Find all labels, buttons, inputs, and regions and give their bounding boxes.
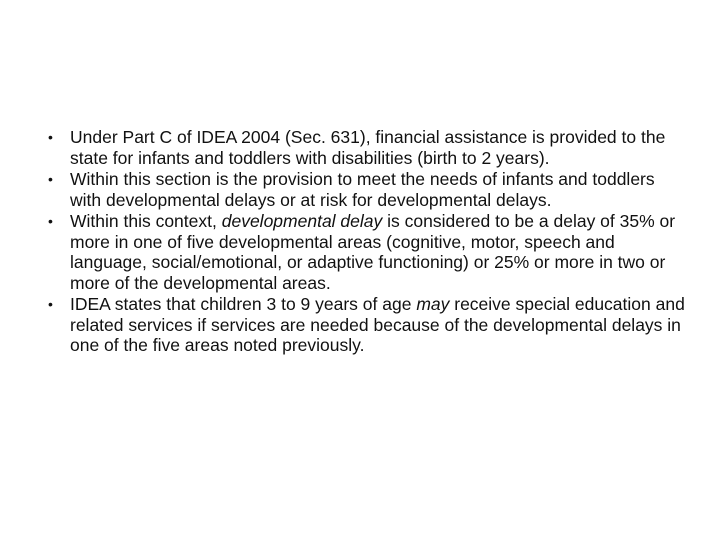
bullet-list: [48, 127, 688, 357]
bullet-text-segment: IDEA states that children 3 to 9 years of age: [70, 294, 417, 314]
bullet-item-provision: [48, 169, 688, 210]
bullet-marker: •: [48, 213, 53, 229]
bullet-text-segment: Within this context,: [70, 211, 222, 231]
bullet-item-idea-states: [48, 294, 688, 356]
bullet-marker: •: [48, 129, 53, 145]
bullet-item-part-c: [48, 127, 688, 168]
bullet-text-emphasis: may: [416, 294, 450, 314]
bullet-marker: •: [48, 296, 53, 312]
bullet-text-emphasis: developmental delay: [221, 211, 383, 231]
bullet-text: [70, 211, 675, 293]
bullet-text: [70, 294, 685, 355]
bullet-text-segment: Under Part C of IDEA 2004 (Sec. 631), financial assistance is provided to the state for infants and toddlers with disabilities (birth to 2 years).: [70, 127, 666, 168]
bullet-text-segment: receive special education and related services if services are needed because of the developmental delays in one of the five areas noted previously.: [70, 294, 685, 355]
bullet-text: [70, 169, 655, 210]
bullet-text-segment: is considered to be a delay of 35% or more in one of five developmental areas (cognitive, motor, speech and language, social/emotional, or adaptive functioning) or 25% or more in two or more of the developmental areas.: [70, 211, 676, 293]
bullet-text-segment: Within this section is the provision to meet the needs of infants and toddlers with developmental delays or at risk for developmental delays.: [70, 169, 655, 210]
bullet-marker: •: [48, 171, 53, 187]
bullet-item-developmental-delay: [48, 211, 688, 293]
bullet-text: [70, 127, 665, 168]
